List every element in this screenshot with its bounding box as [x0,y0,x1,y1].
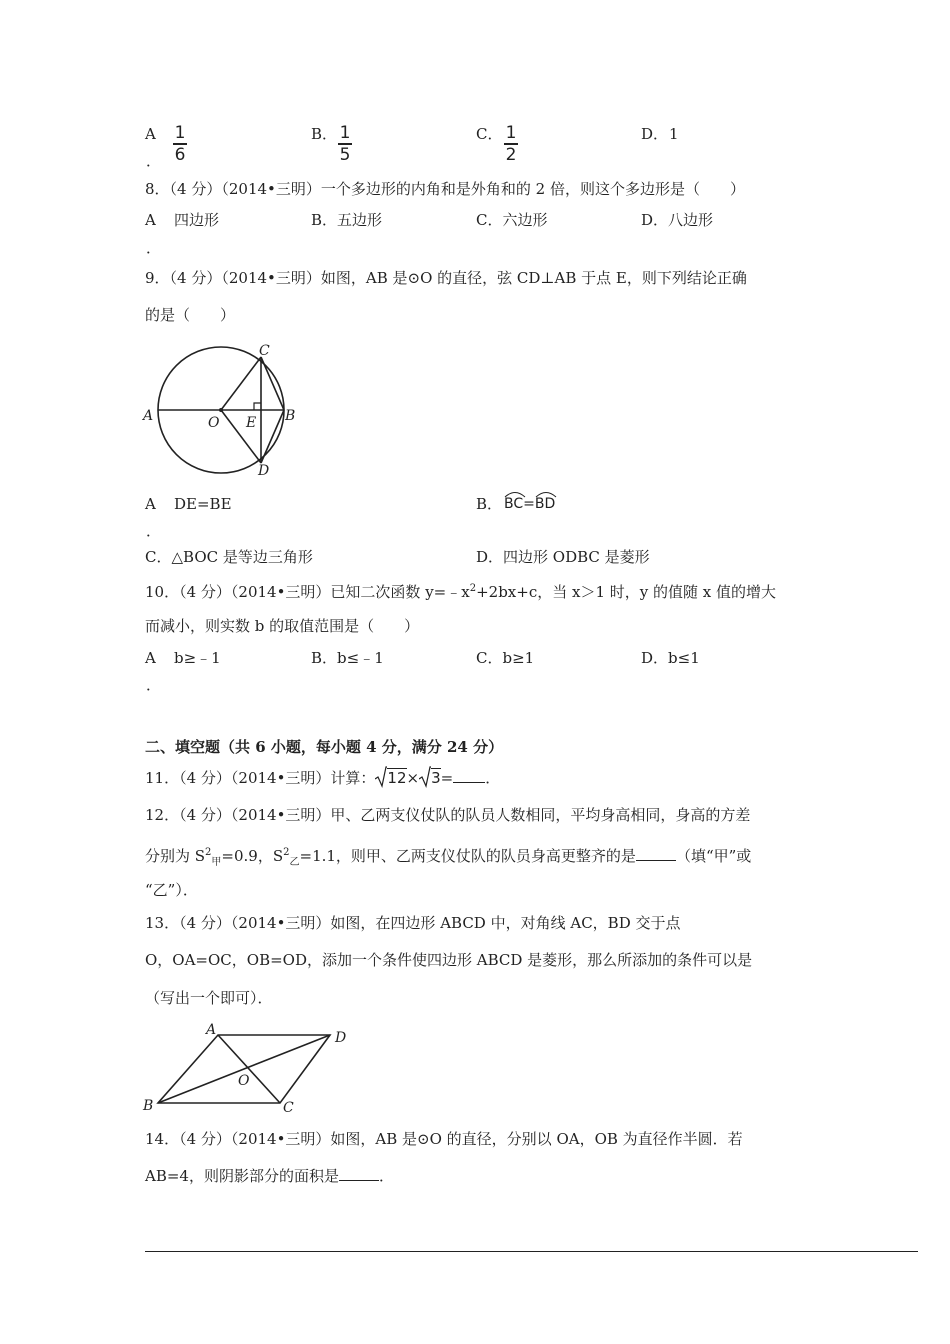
footer-rule [145,1251,918,1252]
q10-option-a-dot: ． [146,676,162,694]
right-angle-mark [254,403,261,410]
label-o: O [208,415,220,431]
answer-blank [636,846,676,861]
q7-option-c-label: C． [476,125,503,143]
label-d: D [335,1030,347,1046]
q10-stem-line2: 而减小，则实数 b 的取值范围是（ ） [145,617,420,635]
fraction-denominator: 6 [174,144,186,165]
center-point [219,408,223,412]
sqrt-12: 12 [375,768,406,788]
label-a: A [143,408,154,424]
sqrt-3: 3 [419,768,441,788]
q7-option-a-fraction [173,124,187,164]
q8-option-a: 四边形 [174,211,220,229]
q8-option-d: D．八边形 [641,211,714,229]
q10-option-d: D．b≤1 [641,649,700,667]
q13-parallelogram-figure [140,1020,360,1115]
q9-option-d: D．四边形 ODBC 是菱形 [476,548,650,566]
q9-option-a-dot: ． [146,522,162,540]
q9-option-a-label: A [145,495,156,513]
q12-line1: 12．（4 分）（2014•三明）甲、乙两支仪仗队的队员人数相同，平均身高相同，身高的方差 [145,806,751,824]
q12-line2: 分别为 $S^2_甲=0.9$，$S^2_乙=1.1$，则甲、乙两支仪仗队的队员身高更整齐的是 （填“甲”或 [145,847,752,868]
q9-stem-line1: 9．（4 分）（2014•三明）如图，AB 是⊙O 的直径，弦 CD⊥AB 于点 E，则下列结论正确 [145,269,747,287]
label-b: B [285,408,296,424]
q10-option-c: C．b≥1 [476,649,535,667]
q9-circle-figure [140,340,305,480]
answer-blank [339,1166,379,1181]
diagonal-ac [218,1035,280,1103]
q7-option-a-dot: ． [146,152,162,170]
q8-option-a-dot: ． [146,239,162,257]
q8-option-a-label: A [145,211,156,229]
label-b: B [143,1098,154,1114]
q10-stem-line1: 10．（4 分）（2014•三明）已知二次函数 $y=﹣x^2+2bx+c$，当 x＞1 时，y 的值随 x 值的增大 [145,583,776,601]
answer-blank [453,768,485,783]
q7-option-a-label: A [145,125,156,143]
times-sign: × [406,769,420,787]
label-d: D [258,463,270,479]
q10-option-b: B．b≤﹣1 [311,649,384,667]
q9-option-b-label: B． [476,495,503,513]
q10-option-a: b≥﹣1 [174,649,221,667]
fraction-numerator: 1 [339,123,351,143]
q9-option-b-arcs [504,490,555,512]
segment-oc [221,357,261,410]
q7-option-b-label: B． [311,125,338,143]
q14-line2: AB=4，则阴影部分的面积是 ． [145,1167,394,1185]
label-o: O [238,1073,250,1089]
q8-option-b: B．五边形 [311,211,383,229]
arc-bc: BC [504,496,524,512]
segment-db [261,410,284,463]
q7-option-d-value: 1 [669,125,679,143]
q13-line1: 13．（4 分）（2014•三明）如图，在四边形 ABCD 中，对角线 AC，BD 交于点 [145,914,681,932]
fraction-numerator: 1 [505,123,517,143]
fraction-denominator: 5 [339,144,351,165]
q7-option-d-label: D． [641,125,669,143]
q13-line3: （写出一个即可）． [145,989,273,1007]
q14-line1: 14．（4 分）（2014•三明）如图，AB 是⊙O 的直径，分别以 OA，OB 为直径作半圆．若 [145,1130,743,1148]
arc-equals: = [523,496,535,512]
q7-option-b-fraction [338,124,352,164]
label-e: E [246,415,257,431]
fraction-numerator: 1 [174,123,186,143]
q8-stem: 8．（4 分）（2014•三明）一个多边形的内角和是外角和的 2 倍，则这个多边形是（ ） [145,180,745,198]
label-c: C [283,1100,294,1115]
section-heading: 二、填空题（共 6 小题，每小题 4 分，满分 24 分） [145,738,504,756]
q12-line3: “乙”）． [145,881,198,899]
fraction-denominator: 2 [505,144,517,165]
q11-stem: 11．（4 分）（2014•三明）计算： 12× 3= ． [145,769,501,787]
q10-option-a-label: A [145,649,156,667]
q9-stem-line2: 的是（ ） [145,306,236,324]
arc-bd: BD [534,496,556,512]
q7-option-c-fraction [504,124,518,164]
q9-option-a: DE=BE [174,495,232,513]
label-a: A [206,1022,217,1038]
segment-cb [261,357,284,410]
q13-line2: O，OA=OC，OB=OD，添加一个条件使四边形 ABCD 是菱形，那么所添加的条件可以是 [145,951,753,969]
q9-option-c: C．△BOC 是等边三角形 [145,548,313,566]
label-c: C [259,343,270,359]
q8-option-c: C．六边形 [476,211,548,229]
